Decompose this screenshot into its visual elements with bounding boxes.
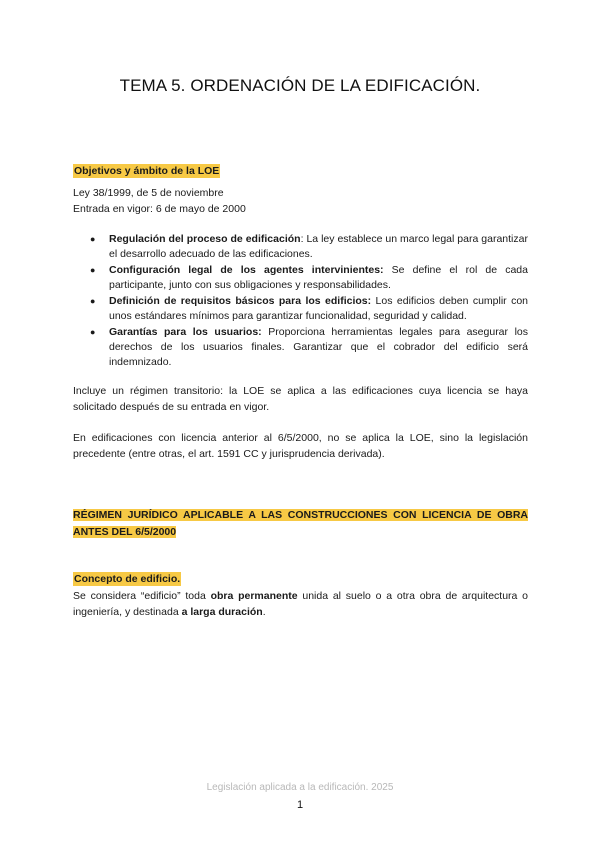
entry-into-force: Entrada en vigor: 6 de mayo de 2000 [73,203,246,215]
list-item: ● Configuración legal de los agentes intervinientes: Se define el rol de cada participante, junto con sus obligaciones y responsabilidades. [90,264,528,291]
bullet-icon: ● [90,234,96,244]
page-footer: Legislación aplicada a la edificación. 2025 [206,782,394,793]
page-title: TEMA 5. ORDENACIÓN DE LA EDIFICACIÓN. [119,76,481,95]
paragraph-transitional-regime: Incluye un régimen transitorio: la LOE se aplica a las edificaciones cuya licencia se haya solicitado después de su entrada en vigor. [73,385,528,413]
highlighted-heading: Concepto de edificio. [74,573,181,585]
section-heading-concepto [73,572,528,588]
bullet-icon: ● [90,296,96,306]
list-item: ● Definición de requisitos básicos para los edificios: Los edificios deben cumplir con unos estándares mínimos para garantizar funcionalidad, seguridad y calidad. [90,295,529,322]
bullet-icon: ● [90,327,96,337]
page-number: 1 [296,799,304,811]
section-heading-objetivos [73,164,528,180]
section-heading-regimen [73,507,528,541]
paragraph-prior-license: En edificaciones con licencia anterior al 6/5/2000, no se aplica la LOE, sino la legislación precedente (entre otras, el art. 1591 CC y jurisprudencia derivada). [73,432,528,460]
list-item: ● Regulación del proceso de edificación: La ley establece un marco legal para garantizar el desarrollo adecuado de las edificaciones. [90,233,528,260]
paragraph-building-concept: Se considera “edificio” toda obra permanente unida al suelo o a otra obra de arquitectura o ingeniería, y destinada a larga duración. [73,590,528,618]
law-reference: Ley 38/1999, de 5 de noviembre [73,187,224,199]
highlighted-heading: Objetivos y ámbito de la LOE [74,165,220,177]
objectives-list [73,232,528,371]
highlighted-heading: RÉGIMEN JURÍDICO APLICABLE A LAS CONSTRUCCIONES CON LICENCIA DE OBRA ANTES DEL 6/5/2000 [73,509,528,538]
list-item: ● Garantías para los usuarios: Proporciona herramientas legales para asegurar los derechos de los usuarios finales. Garantizar que el cobrador del edificio será indemnizado. [90,326,528,368]
bullet-icon: ● [90,265,96,275]
